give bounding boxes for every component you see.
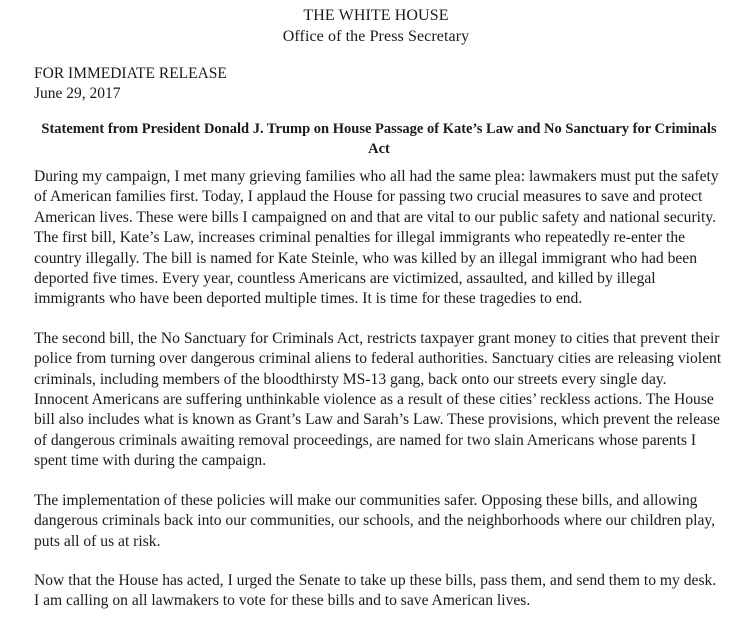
release-label: FOR IMMEDIATE RELEASE — [34, 65, 227, 82]
paragraph: The second bill, the No Sanctuary for Criminals Act, restricts taxpayer grant money to cities that prevent their police from turning over dangerous criminal aliens to federal authorities. Sanctuary cities are releasing violent criminals, including members of the bloodthirsty MS-13 gang, back onto our streets every single day. Innocent Americans are suffering unthinkable violence as a result of these cities’ reckless actions. The House bill also includes what is known as Grant’s Law and Sarah’s Law. These provisions, which prevent the release of dangerous criminals awaiting removal proceedings, are named for two slain Americans whose parents I spent time with during the campaign. — [34, 329, 722, 470]
office-name: Office of the Press Secretary — [282, 28, 470, 45]
paragraph: The implementation of these policies will make our communities safer. Opposing these bills, and allowing dangerous criminals back into our communities, our schools, and the neighborhoods where our children play, puts all of us at risk. — [34, 491, 716, 550]
paragraph: During my campaign, I met many grieving families who all had the same plea: lawmakers must put the safety of American families first. Today, I applaud the House for passing two crucial measures to save and protect American lives. These were bills I campaigned on and that are vital to our public safety and national security. The first bill, Kate’s Law, increases criminal penalties for illegal immigrants who repeatedly re-enter the country illegally. The bill is named for Kate Steinle, who was killed by an illegal immigrant who had been deported five times. Every year, countless Americans are victimized, assaulted, and killed by illegal immigrants who have been deported multiple times. It is time for these tragedies to end. — [34, 168, 719, 308]
paragraph: Now that the House has acted, I urged the Senate to take up these bills, pass them, and send them to my desk. I am calling on all lawmakers to vote for these bills and to save American lives. — [34, 571, 717, 610]
letterhead — [0, 5, 752, 47]
statement-title: Statement from President Donald J. Trump on House Passage of Kate’s Law and No Sanctuary for Criminals Act — [41, 121, 717, 157]
org-name: THE WHITE HOUSE — [303, 7, 449, 24]
statement-body — [34, 167, 724, 631]
release-info — [34, 64, 227, 104]
release-date: June 29, 2017 — [34, 85, 121, 102]
